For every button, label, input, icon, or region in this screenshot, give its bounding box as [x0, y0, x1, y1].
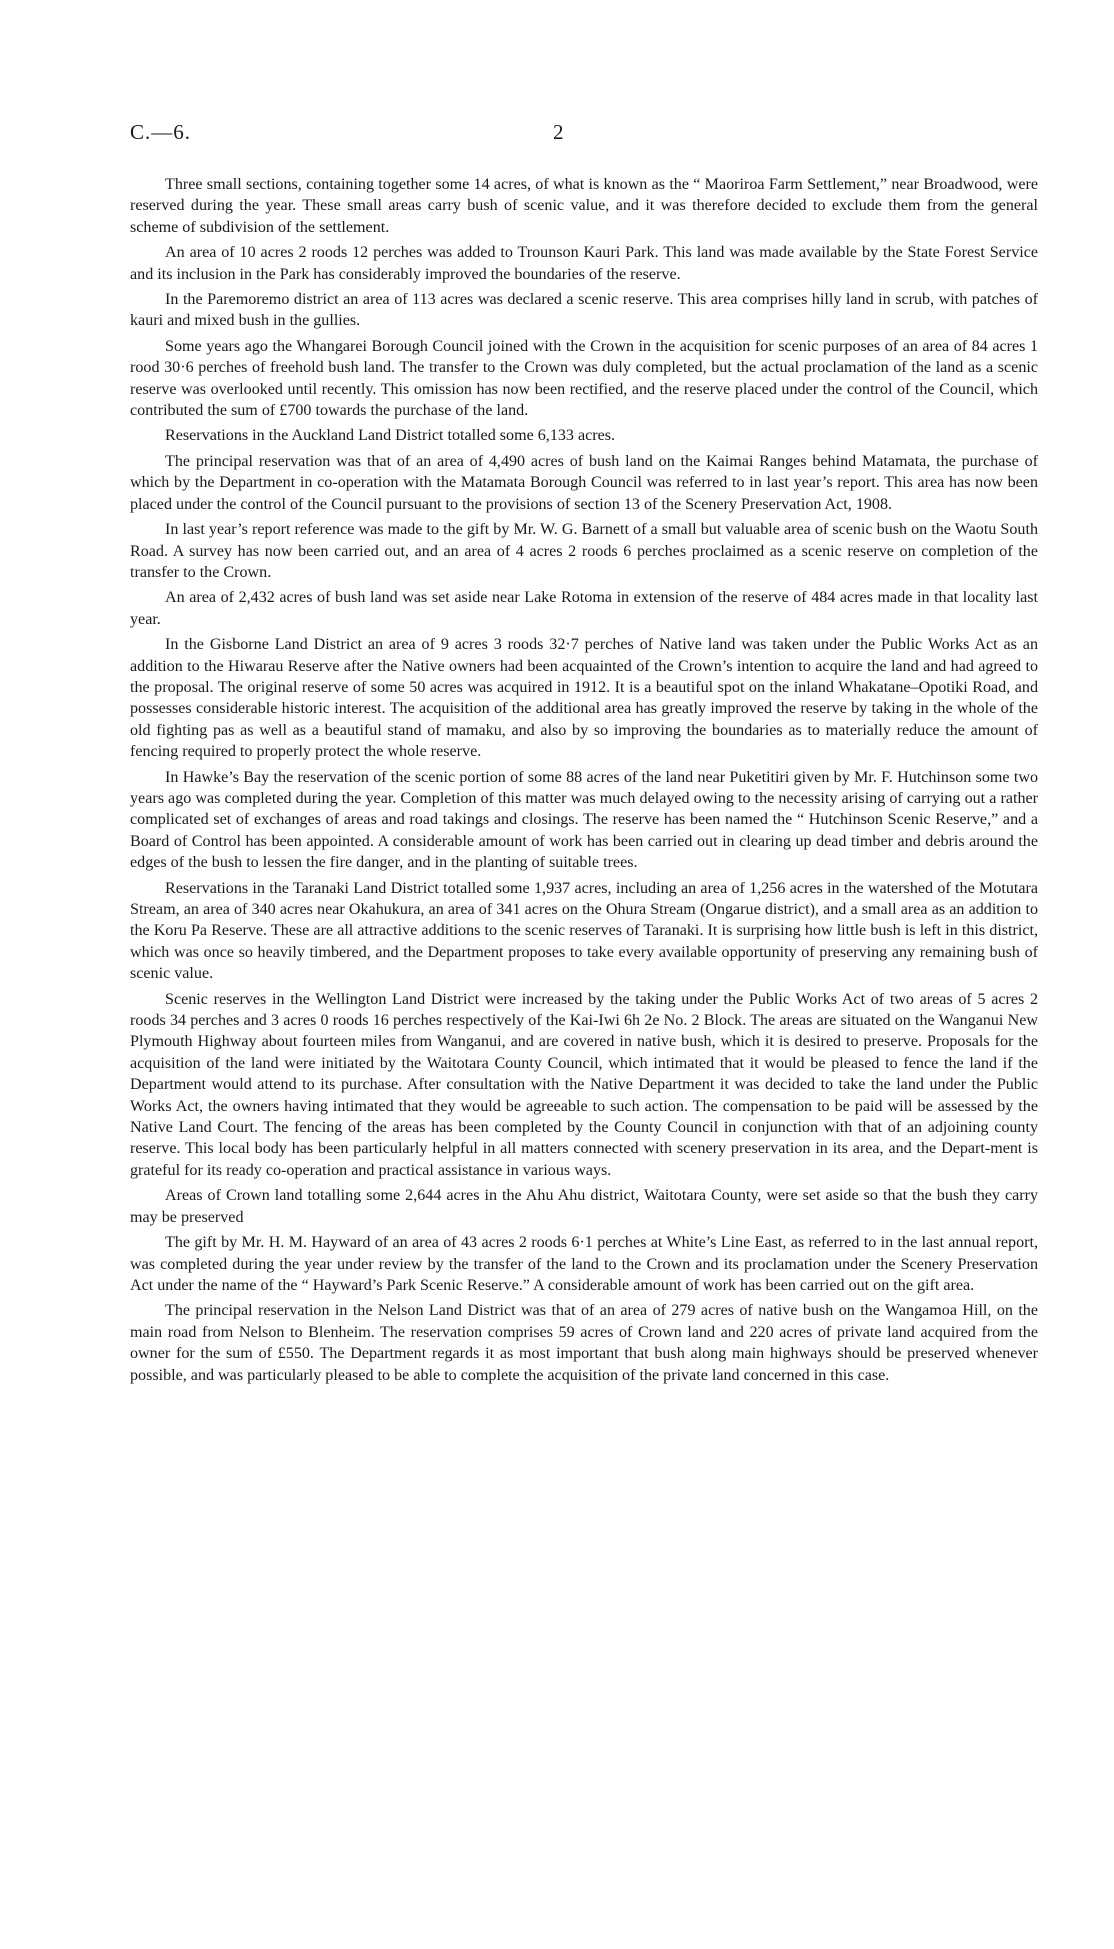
- paragraph-whangarei: Some years ago the Whangarei Borough Council joined with the Crown in the acquisition for scenic purposes of an area of 84 acres 1 rood 30·6 perches of freehold bush land. The transfer to the Crown was duly completed, but the actual proclamation of the land as a scenic reserve was overlooked until recently. This omission has now been rectified, and the reserve placed under the control of the Council, which contributed the sum of £700 towards the purchase of the land.: [130, 337, 1038, 420]
- paragraph-auckland-total: Reservations in the Auckland Land District totalled some 6,133 acres.: [165, 427, 616, 445]
- paragraph-hawkes-bay: In Hawke’s Bay the reservation of the scenic portion of some 88 acres of the land near Puketitiri given by Mr. F. Hutchinson some two years ago was completed during the year. Completion of this matter was much delayed owing to the necessity arising of carrying out a rather complicated set of exchanges of areas and road takings and closings. The reserve has been named the “ Hutchinson Scenic Reserve,” and a Board of Control has been appointed. A considerable amount of work has been carried out in clearing up dead timber and debris around the edges of the bush to lessen the fire danger, and in the planting of suitable trees.: [130, 768, 1038, 872]
- paragraph-wellington: Scenic reserves in the Wellington Land District were increased by the taking under the Public Works Act of two areas of 5 acres 2 roods 34 perches and 3 acres 0 roods 16 perches respectively of the Kai-Iwi 6h 2e No. 2 Block. The areas are situated on the Wanganui New Plymouth Highway about fourteen miles from Wanganui, and are covered in native bush, which it is desired to preserve. Proposals for the acquisition of the land were initiated by the Waitotara County Council, which intimated that it would be pleased to fence the land if the Department would attend to its purchase. After consultation with the Native Department it was decided to take the land under the Public Works Act, the owners having intimated that they would be agreeable to such action. The compensation to be paid will be assessed by the Native Land Court. The fencing of the areas has been completed by the County Council in conjunction with that of an adjoining county reserve. This local body has been particularly helpful in all matters connected with scenery preservation in its area, and the Depart-ment is grateful for its ready co-operation and practical assistance in various ways.: [130, 990, 1038, 1179]
- document-reference: C.—6.: [130, 120, 192, 144]
- document-body: [130, 174, 1038, 1386]
- paragraph-paremoremo: In the Paremoremo district an area of 113 acres was declared a scenic reserve. This area comprises hilly land in scrub, with patches of kauri and mixed bush in the gullies.: [130, 291, 1038, 330]
- paragraph-nelson: The principal reservation in the Nelson Land District was that of an area of 279 acres of native bush on the Wangamoa Hill, on the main road from Nelson to Blenheim. The reservation comprises 59 acres of Crown land and 220 acres of private land acquired from the owner for the sum of £550. The Department regards it as most important that bush along main highways should be preserved whenever possible, and was particularly pleased to be able to complete the acquisition of the private land concerned in this case.: [130, 1302, 1038, 1384]
- paragraph-trounson: An area of 10 acres 2 roods 12 perches was added to Trounson Kauri Park. This land was made available by the State Forest Service and its inclusion in the Park has considerably improved the boundaries of the reserve.: [130, 244, 1038, 283]
- page-header: [130, 120, 1038, 150]
- document-page: [130, 120, 1038, 1390]
- paragraph-kaimai: The principal reservation was that of an area of 4,490 acres of bush land on the Kaimai Ranges behind Matamata, the purchase of which by the Department in co-operation with the Matamata Borough Council was referred to in last year’s report. This area has now been placed under the control of the Council pursuant to the provisions of section 13 of the Scenery Preservation Act, 1908.: [130, 452, 1038, 513]
- page-number: 2: [553, 120, 565, 144]
- paragraph-gisborne: In the Gisborne Land District an area of 9 acres 3 roods 32·7 perches of Native land was taken under the Public Works Act as an addition to the Hiwarau Reserve after the Native owners had been acquainted of the Crown’s intention to acquire the land and had agreed to the proposal. The original reserve of some 50 acres was acquired in 1912. It is a beautiful spot on the inland Whakatane–Opotiki Road, and possesses considerable historic interest. The acquisition of the additional area has greatly improved the reserve by taking in the whole of the old fighting pas as well as a beautiful stand of mamaku, and also by so improving the boundaries as to materially reduce the amount of fencing required to properly protect the whole reserve.: [130, 636, 1038, 761]
- paragraph-maoriroa: Three small sections, containing together some 14 acres, of what is known as the “ Maoriroa Farm Settlement,” near Broadwood, were reserved during the year. These small areas carry bush of scenic value, and it was therefore decided to exclude them from the general scheme of subdivision of the settlement.: [130, 176, 1038, 236]
- paragraph-barnett: In last year’s report reference was made to the gift by Mr. W. G. Barnett of a small but valuable area of scenic bush on the Waotu South Road. A survey has now been carried out, and an area of 4 acres 2 roods 6 perches proclaimed as a scenic reserve on completion of the transfer to the Crown.: [130, 521, 1038, 581]
- paragraph-rotoma: An area of 2,432 acres of bush land was set aside near Lake Rotoma in extension of the reserve of 484 acres made in that locality last year.: [130, 589, 1038, 628]
- paragraph-taranaki: Reservations in the Taranaki Land District totalled some 1,937 acres, including an area of 1,256 acres in the watershed of the Motutara Stream, an area of 340 acres near Okahukura, an area of 341 acres on the Ohura Stream (Ongarue district), and a small area as an addition to the Koru Pa Reserve. These are all attractive additions to the scenic reserves of Taranaki. It is surprising how little bush is left in this district, which was once so heavily timbered, and the Department proposes to take every available opportunity of preserving any remaining bush of scenic value.: [130, 879, 1038, 983]
- paragraph-hayward: The gift by Mr. H. M. Hayward of an area of 43 acres 2 roods 6·1 perches at White’s Line East, as referred to in the last annual report, was completed during the year under review by the transfer of the land to the Crown and its proclamation under the Scenery Preservation Act under the name of the “ Hayward’s Park Scenic Reserve.” A considerable amount of work has been carried out on the gift area.: [130, 1234, 1038, 1294]
- paragraph-ahu-ahu: Areas of Crown land totalling some 2,644 acres in the Ahu Ahu district, Waitotara County, were set aside so that the bush they carry may be preserved: [130, 1187, 1038, 1226]
